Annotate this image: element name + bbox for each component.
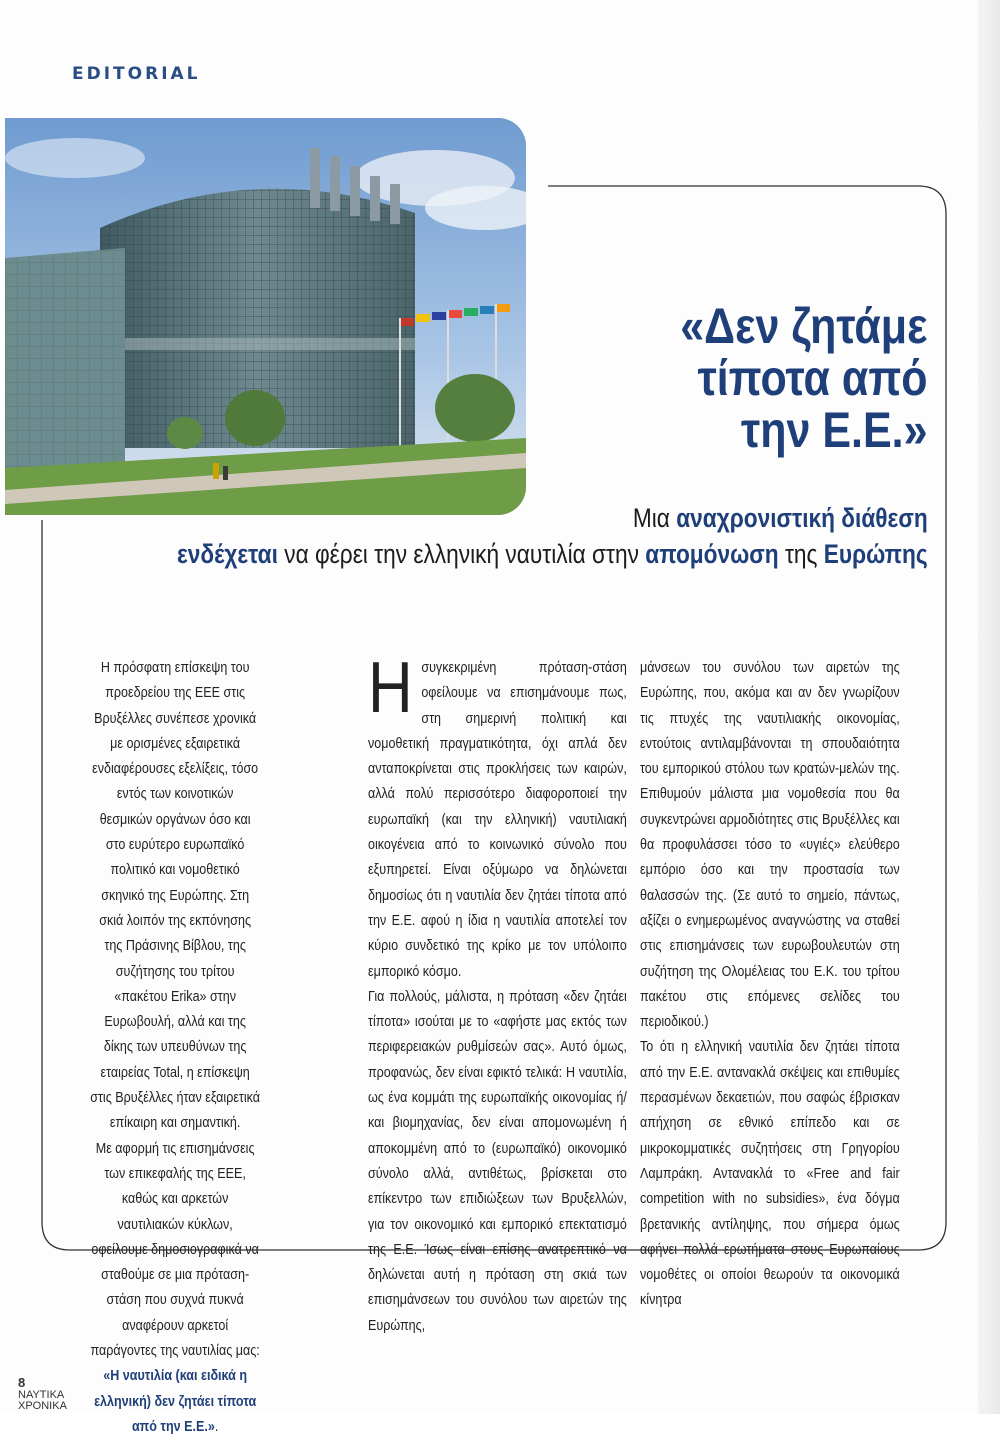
scan-edge: [978, 0, 1000, 1414]
section-label: EDITORIAL: [72, 64, 201, 84]
parliament-building-illustration: [5, 118, 526, 515]
article-paragraph: μάνσεων του συνόλου των αιρετών της Ευρώπης, που, ακόμα και αν δεν γνωρίζουν τις πτυχές της ναυτιλιακής οικονομίας, εντούτοις αντιλαμβάνονται τη σπουδαιότητα του εμπορικού στόλου των κρατών-μελών της. Επιθυμούν μάλιστα μια νομοθεσία που θα συγκεντρώνει αρμοδιότητες στις Βρυξέλλες και θα προφυλάσσει τόσο το «υγιές» ελεύθερο εμπόριο όσο και την προστασία των θαλασσών της. (Σε αυτό το σημείο, πάντως, αξίζει ο ενημερωμένος αναγνώστης να σταθεί στις επισημάνσεις των ευρωβουλευτών στη συζήτηση της Ολομέλειας του Ε.Κ. του τρίτου πακέτου στις επόμενες σελίδες του περιοδικού.): [640, 660, 900, 1031]
parliament-photo: [5, 118, 526, 515]
article-paragraph: Για πολλούς, μάλιστα, η πρόταση «δεν ζητάει τίποτα» ισούται με το «αφήστε μας εκτός των περιφερειακών ρυθμίσεών σας». Αυτό όμως, προφανώς, δεν είναι εφικτό τελικά: Η ναυτιλία, ως ένα κομμάτι της ευρωπαϊκής οικονομίας ή/και βιομηχανίας, δεν είναι απομονωμένη ή αποκομμένη από το (ευρωπαϊκό) οικονομικό σύνολο αλλά, αντιθέτως, βρίσκεται στο επίκεντρο των επιδιώξεων των Βρυξελλών, για τον οικονομικό και εμπορικό επεκτατισμό της Ε.Ε. Ίσως είναι επίσης ανατρεπτικό να δηλώνεται αυτή η πρόταση στη σκιά των επισημάνσεων του συνόλου των αιρετών της Ευρώπης,: [368, 988, 627, 1334]
headline-line: τίποτα από: [698, 350, 928, 406]
intro-column: [90, 656, 260, 1440]
subtitle-line-2: [177, 536, 928, 572]
article-text: συγκεκριμένη πρόταση-στάση οφείλουμε να επισημάνουμε πως, στη σημερινή πολιτική και νομοθετική πραγματικότητα, όχι απλά δεν ανταποκρίνεται στις προκλήσεις των καιρών, αλλά πολύ περισσότερο διαφοροποιεί την ευρωπαϊκή (και την ελληνική) ναυτιλιακή οικογένεια από το κοινωνικό σύνολο που εξυπηρετεί. Είναι οξύμωρο να δηλώνεται δημοσίως ότι η ναυτιλία δεν ζητάει τίποτα από την Ε.Ε. αφού η ίδια η ναυτιλία αποτελεί τον κύριο συνδετικό της κρίκο με τον υπόλοιπο εμπορικό κόσμο.: [368, 660, 627, 980]
subtitle-text: της: [778, 539, 825, 569]
subtitle: [177, 500, 928, 572]
headline-line: την Ε.Ε.»: [741, 402, 928, 458]
subtitle-line-1: [177, 500, 928, 536]
subtitle-emphasis: ενδέχεται: [177, 539, 279, 569]
page-number: 8: [18, 1375, 26, 1390]
intro-paragraph: [90, 1137, 260, 1440]
intro-paragraph: Η πρόσφατη επίσκεψη του προεδρείου της ΕΕΕ στις Βρυξέλλες συνέπεσε χρονικά με ορισμένες εξαιρετικά ενδιαφέρουσες εξελίξεις, τόσο εντός των κοινοτικών θεσμικών οργάνων όσο και στο ευρύτερο ευρωπαϊκό πολιτικό και νομοθετικό σκηνικό της Ευρώπης. Στη σκιά λοιπόν της εκπόνησης της Πράσινης Βίβλου, της συζήτησης του τρίτου «πακέτου Erika» στην Ευρωβουλή, αλλά και της δίκης των υπευθύνων της εταιρείας Total, η επίσκεψη στις Βρυξέλλες ήταν εξαιρετικά επίκαιρη και σημαντική.: [90, 660, 261, 1132]
magazine-name: ΧΡΟΝΙΚΑ: [18, 1400, 67, 1412]
subtitle-emphasis: αναχρονιστική διάθεση: [676, 503, 928, 533]
page-footer: [18, 1377, 67, 1412]
article-column-3: [640, 656, 900, 1314]
article-column-2: [368, 648, 627, 1339]
subtitle-emphasis: απομόνωση: [645, 539, 779, 569]
subtitle-text: Μια: [633, 503, 677, 533]
drop-cap: Η: [368, 648, 413, 728]
subtitle-text: να φέρει την ελληνική ναυτιλία στην: [278, 539, 646, 569]
magazine-name: ΝΑΥΤΙΚΑ: [18, 1389, 65, 1401]
article-paragraph: [368, 648, 627, 985]
headline: [681, 300, 928, 456]
headline-line: «Δεν ζητάμε: [680, 298, 928, 354]
article-paragraph: Το ότι η ελληνική ναυτιλία δεν ζητάει τίποτα από την Ε.Ε. αντανακλά σκέψεις και επιθυμίες περασμένων δεκαετιών, που σαφώς έβρισκαν απήχηση σε εθνικό επίπεδο και σε μικροκομματικές συζητήσεις στη Γρηγορίου Λαμπράκη. Αντανακλά το «Free and fair competition with no subsidies», ένα δόγμα βρετανικής αντίληψης, που σήμερα όμως αφήνει πολλά ερωτήματα στους Ευρωπαίους νομοθέτες οι οποίοι θεωρούν τα οικονομικά κίνητρα: [640, 1039, 900, 1309]
intro-quote: «Η ναυτιλία (και ειδικά η ελληνική) δεν ζητάει τίποτα από την Ε.Ε.»: [94, 1368, 257, 1435]
subtitle-emphasis: Ευρώπης: [824, 539, 928, 569]
intro-text: Με αφορμή τις επισημάνσεις των επικεφαλής της ΕΕΕ, καθώς και αρκετών ναυτιλιακών κύκλων, οφείλουμε δημοσιογραφικά να σταθούμε σε μια πρόταση-στάση που συχνά πυκνά αναφέρουν αρκετοί παράγοντες της ναυτιλίας μας:: [90, 1140, 260, 1360]
intro-text: .: [214, 1418, 219, 1435]
